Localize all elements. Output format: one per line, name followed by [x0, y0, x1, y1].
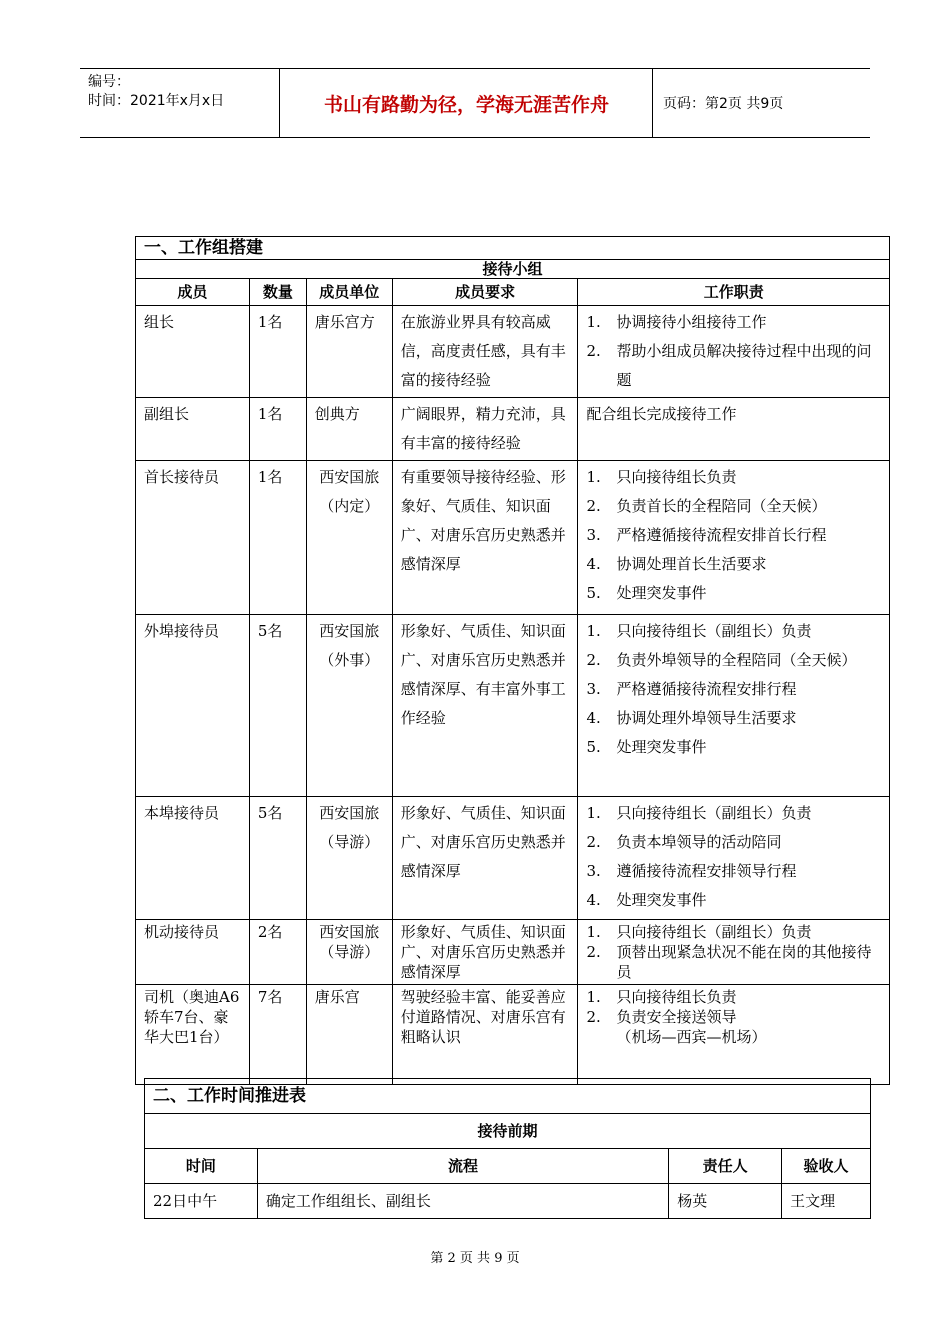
- member-cell: 机动接待员: [136, 920, 250, 985]
- section-title: 一、工作组搭建: [136, 237, 890, 260]
- unit-cell: 西安国旅（内定）: [306, 461, 392, 615]
- table-row: [136, 398, 890, 461]
- team-table: [135, 236, 890, 1085]
- header-meta: [80, 69, 280, 137]
- unit-cell: 唐乐宫方: [306, 306, 392, 398]
- requirement-cell: 有重要领导接待经验、形象好、气质佳、知识面广、对唐乐宫历史熟悉并感情深厚: [392, 461, 578, 615]
- unit-cell: 创典方: [306, 398, 392, 461]
- requirement-cell: 形象好、气质佳、知识面广、对唐乐宫历史熟悉并感情深厚: [392, 797, 578, 920]
- requirement-cell: 形象好、气质佳、知识面广、对唐乐宫历史熟悉并感情深厚: [392, 920, 578, 985]
- table-row: [136, 985, 890, 1085]
- col-process: 流程: [257, 1149, 668, 1184]
- count-cell: 1名: [249, 461, 306, 615]
- col-member: 成员: [136, 279, 250, 306]
- schedule-table: [144, 1078, 871, 1219]
- member-cell: 组长: [136, 306, 250, 398]
- requirement-cell: 广阔眼界，精力充沛，具有丰富的接待经验: [392, 398, 578, 461]
- number-label: 编号：: [88, 74, 130, 90]
- count-cell: 1名: [249, 398, 306, 461]
- member-cell: 副组长: [136, 398, 250, 461]
- member-cell: 本埠接待员: [136, 797, 250, 920]
- duties-cell: 配合组长完成接待工作: [578, 398, 890, 461]
- table-row: [136, 306, 890, 398]
- section-subtitle: 接待小组: [136, 260, 890, 279]
- unit-cell: 西安国旅（外事）: [306, 615, 392, 797]
- count-cell: 1名: [249, 306, 306, 398]
- duties-cell: 1. 只向接待组长（副组长）负责 2. 负责外埠领导的全程陪同（全天候） 3. 严格遵循接待流程安排行程 4. 协调处理外埠领导生活要求 5. 处理突发事件: [578, 615, 890, 797]
- col-owner: 责任人: [669, 1149, 782, 1184]
- col-count: 数量: [249, 279, 306, 306]
- col-time: 时间: [145, 1149, 258, 1184]
- requirement-cell: 驾驶经验丰富、能妥善应付道路情况、对唐乐宫有粗略认识: [392, 985, 578, 1085]
- requirement-cell: 形象好、气质佳、知识面广、对唐乐宫历史熟悉并感情深厚、有丰富外事工作经验: [392, 615, 578, 797]
- table-row: [136, 920, 890, 985]
- section-subtitle: 接待前期: [145, 1114, 871, 1149]
- process-cell: 确定工作组组长、副组长: [257, 1184, 668, 1219]
- table-row: [136, 615, 890, 797]
- duty-note: （机场—西宾—机场）: [616, 1028, 767, 1046]
- col-unit: 成员单位: [306, 279, 392, 306]
- duties-cell: 1. 只向接待组长负责 2. 负责安全接送领导 （机场—西宾—机场）: [578, 985, 890, 1085]
- owner-cell: 杨英: [669, 1184, 782, 1219]
- unit-cell: 唐乐宫: [306, 985, 392, 1085]
- count-cell: 7名: [249, 985, 306, 1085]
- section-title: 二、工作时间推进表: [145, 1079, 871, 1114]
- table-row: [136, 461, 890, 615]
- duties-cell: 1. 只向接待组长（副组长）负责 2. 负责本埠领导的活动陪同 3. 遵循接待流程安排领导行程 4. 处理突发事件: [578, 797, 890, 920]
- header-motto: 书山有路勤为径，学海无涯苦作舟: [281, 69, 653, 137]
- member-cell: 首长接待员: [136, 461, 250, 615]
- table-row: [145, 1184, 871, 1219]
- col-checker: 验收人: [782, 1149, 871, 1184]
- unit-cell: 西安国旅（导游）: [306, 797, 392, 920]
- col-duties: 工作职责: [578, 279, 890, 306]
- member-cell: 外埠接待员: [136, 615, 250, 797]
- header-page-info: 页码：第2页 共9页: [663, 96, 784, 112]
- count-cell: 5名: [249, 797, 306, 920]
- time-cell: 22日中午: [145, 1184, 258, 1219]
- duties-cell: 1. 协调接待小组接待工作 2. 帮助小组成员解决接待过程中出现的问题: [578, 306, 890, 398]
- date-label: 时间：2021年x月x日: [88, 93, 225, 109]
- checker-cell: 王文理: [782, 1184, 871, 1219]
- requirement-cell: 在旅游业界具有较高威信，高度责任感，具有丰富的接待经验: [392, 306, 578, 398]
- unit-cell: 西安国旅（导游）: [306, 920, 392, 985]
- page-header: [80, 68, 870, 138]
- duties-cell: 1. 只向接待组长负责 2. 负责首长的全程陪同（全天候） 3. 严格遵循接待流程安排首长行程 4. 协调处理首长生活要求 5. 处理突发事件: [578, 461, 890, 615]
- page-footer: 第 2 页 共 9 页: [430, 1251, 520, 1266]
- count-cell: 5名: [249, 615, 306, 797]
- col-requirement: 成员要求: [392, 279, 578, 306]
- table-row: [136, 797, 890, 920]
- duties-cell: 1. 只向接待组长（副组长）负责 2. 顶替出现紧急状况不能在岗的其他接待员: [578, 920, 890, 985]
- member-cell: 司机（奥迪A6轿车7台、豪华大巴1台）: [136, 985, 250, 1085]
- count-cell: 2名: [249, 920, 306, 985]
